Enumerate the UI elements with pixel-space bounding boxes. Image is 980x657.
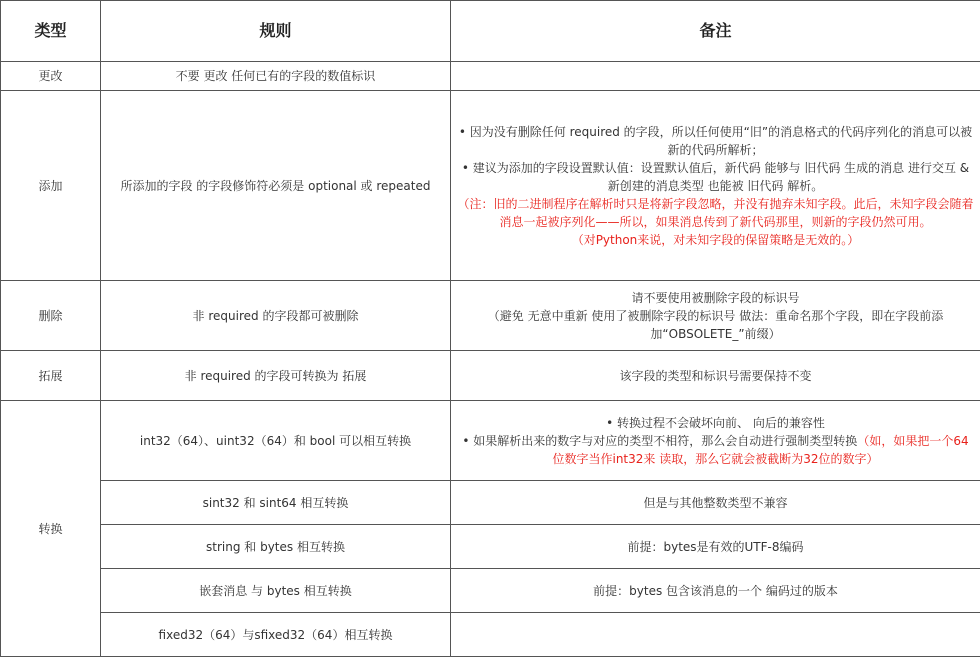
note-cell-convert-sint: 但是与其他整数类型不兼容 xyxy=(451,481,980,525)
convert-note-bullet-2-remark: （如，如果把一个64位数字当作int32来 读取，那么它就会被截断为32位的数字） xyxy=(552,434,968,466)
note-cell-extend: 该字段的类型和标识号需要保持不变 xyxy=(451,351,980,401)
note-cell-change xyxy=(451,62,980,91)
header-type: 类型 xyxy=(1,1,101,62)
header-rule: 规则 xyxy=(101,1,451,62)
note-cell-add xyxy=(451,91,980,281)
table-row-delete xyxy=(1,281,980,351)
delete-note-main: 请不要使用被删除字段的标识号 xyxy=(457,289,974,307)
table-row-convert-string xyxy=(1,525,980,569)
note-cell-convert-int xyxy=(451,401,980,481)
table-row-convert-nested xyxy=(1,569,980,613)
table-row-convert-fixed xyxy=(1,613,980,657)
type-cell-extend: 拓展 xyxy=(1,351,101,401)
delete-note-detail: （避免 无意中重新 使用了被删除字段的标识号 做法：重命名那个字段，即在字段前添加“OBSOLETE_”前缀） xyxy=(457,307,974,343)
note-cell-delete xyxy=(451,281,980,351)
note-cell-convert-string: 前提：bytes是有效的UTF-8编码 xyxy=(451,525,980,569)
add-note-bullet-2: • 建议为添加的字段设置默认值：设置默认值后，新代码 能够与 旧代码 生成的消息 进行交互 & 新创建的消息类型 也能被 旧代码 解析。 xyxy=(457,159,974,195)
note-cell-convert-nested: 前提：bytes 包含该消息的一个 编码过的版本 xyxy=(451,569,980,613)
table-row-change xyxy=(1,62,980,91)
header-note: 备注 xyxy=(451,1,980,62)
note-cell-convert-fixed xyxy=(451,613,980,657)
type-cell-delete: 删除 xyxy=(1,281,101,351)
rule-cell-convert-sint: sint32 和 sint64 相互转换 xyxy=(101,481,451,525)
rule-cell-convert-fixed: fixed32（64）与sfixed32（64）相互转换 xyxy=(101,613,451,657)
table-row-extend xyxy=(1,351,980,401)
type-cell-convert: 转换 xyxy=(1,401,101,657)
header-row xyxy=(1,1,980,62)
add-note-bullet-1: • 因为没有删除任何 required 的字段，所以任何使用“旧”的消息格式的代码序列化的消息可以被新的代码所解析； xyxy=(457,123,974,159)
table-row-convert-int xyxy=(1,401,980,481)
add-note-remark: （注：旧的二进制程序在解析时只是将新字段忽略，并没有抛弃未知字段。此后，未知字段会随着消息一起被序列化——所以，如果消息传到了新代码那里，则新的字段仍然可用。 xyxy=(457,195,974,231)
add-note-python-remark: （对Python来说，对未知字段的保留策略是无效的。） xyxy=(457,231,974,249)
rule-cell-extend: 非 required 的字段可转换为 拓展 xyxy=(101,351,451,401)
type-cell-change: 更改 xyxy=(1,62,101,91)
table-row-add xyxy=(1,91,980,281)
rule-cell-add: 所添加的字段 的字段修饰符必须是 optional 或 repeated xyxy=(101,91,451,281)
rule-cell-change: 不要 更改 任何已有的字段的数值标识 xyxy=(101,62,451,91)
rule-cell-delete: 非 required 的字段都可被删除 xyxy=(101,281,451,351)
rule-cell-convert-int: int32（64）、uint32（64）和 bool 可以相互转换 xyxy=(101,401,451,481)
rule-cell-convert-string: string 和 bytes 相互转换 xyxy=(101,525,451,569)
convert-note-bullet-2 xyxy=(457,432,974,468)
type-cell-add: 添加 xyxy=(1,91,101,281)
convert-note-bullet-2-text: 如果解析出来的数字与对应的类型不相符，那么会自动进行强制类型转换 xyxy=(473,434,857,448)
convert-note-bullet-1: • 转换过程不会破坏向前、 向后的兼容性 xyxy=(457,414,974,432)
table-row-convert-sint xyxy=(1,481,980,525)
rule-cell-convert-nested: 嵌套消息 与 bytes 相互转换 xyxy=(101,569,451,613)
